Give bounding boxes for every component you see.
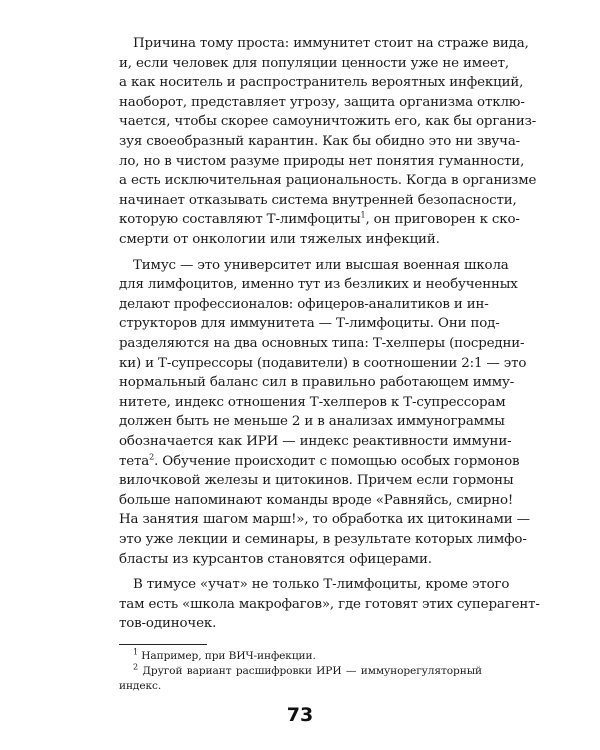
text-segment: , он приговорен к ско- bbox=[365, 212, 520, 228]
text-line: ло, но в чистом разуме природы нет понятия гуманности, bbox=[119, 153, 525, 169]
text-line: разделяются на два основных типа: Т-хелперы (посредни- bbox=[119, 336, 525, 351]
text-line: вилочковой железы и цитокинов. Причем если гормоны bbox=[119, 473, 514, 489]
text-line: бласты из курсантов становятся офицерами. bbox=[119, 551, 432, 567]
text-line: а как носитель и распространитель вероятных инфекций, bbox=[119, 75, 524, 91]
text-segment: тета bbox=[119, 453, 150, 469]
text-line bbox=[119, 210, 520, 230]
text-line: На занятия шагом марш!», то обработка их цитокинами — bbox=[119, 512, 530, 528]
text-line: В тимусе «учат» не только Т-лимфоциты, кроме этого bbox=[133, 577, 510, 593]
text-line: для лимфоцитов, именно тут из безликих и необученных bbox=[119, 277, 518, 293]
text-line: и, если человек для популяции ценности уже не имеет, bbox=[119, 55, 509, 71]
text-line: делают профессионалов: офицеров-аналитиков и ин- bbox=[119, 296, 489, 312]
footnote-mark: 1 bbox=[133, 647, 138, 657]
text-line bbox=[119, 452, 520, 472]
text-line: должен быть не меньше 2 и в анализах иммунограммы bbox=[119, 414, 505, 430]
text-line: Причина тому проста: иммунитет стоит на страже вида, bbox=[133, 36, 529, 51]
text-line: больше напоминают команды вроде «Равняйсь, смирно! bbox=[119, 492, 514, 508]
text-line: нормальный баланс сил в правильно работающем имму- bbox=[119, 375, 515, 391]
text-segment: . Обучение происходит с помощью особых гормонов bbox=[154, 453, 520, 469]
text-line: смерти от онкологии или тяжелых инфекций. bbox=[119, 232, 440, 247]
text-line: там есть «школа макрофагов», где готовят этих суперагент- bbox=[119, 596, 540, 612]
text-line: Тимус — это университет или высшая военная школа bbox=[133, 257, 509, 273]
footnote-reference[interactable]: 1 bbox=[360, 210, 366, 220]
footnote-text: Например, при ВИЧ-инфекции. bbox=[141, 650, 316, 662]
text-line: зуя своеобразный карантин. Как бы обидно это ни звуча- bbox=[119, 134, 521, 149]
footnote bbox=[133, 664, 482, 679]
text-line: это уже лекции и семинары, в результате которых лимфо- bbox=[119, 532, 527, 547]
text-line: чается, чтобы скорее самоуничтожить его, как бы организ- bbox=[119, 114, 537, 130]
text-line: нитете, индекс отношения Т-хелперов к Т-супрессорам bbox=[119, 394, 506, 410]
text-line: начинает отказывать система внутренней безопасности, bbox=[119, 192, 517, 208]
text-line: структоров для иммунитета — Т-лимфоциты. Они под- bbox=[119, 316, 500, 332]
text-segment: которую составляют Т-лимфоциты bbox=[119, 212, 361, 228]
footnote-divider bbox=[119, 644, 207, 645]
text-line: наоборот, представляет угрозу, защита организма отклю- bbox=[119, 94, 525, 110]
text-line: обозначается как ИРИ — индекс реактивности иммуни- bbox=[119, 434, 512, 449]
text-line: ки) и Т-супрессоры (подавители) в соотношении 2:1 — это bbox=[119, 355, 527, 371]
footnote-continuation: индекс. bbox=[119, 680, 162, 692]
footnote bbox=[133, 649, 482, 664]
page-number: 73 bbox=[286, 704, 314, 726]
footnote-reference[interactable]: 2 bbox=[149, 452, 155, 462]
text-line: а есть исключительная рациональность. Когда в организме bbox=[119, 173, 537, 189]
footnote-text: Другой вариант расшифровки ИРИ — иммунорегуляторный bbox=[142, 665, 482, 677]
footnote-mark: 2 bbox=[133, 662, 138, 672]
text-line: тов-одиночек. bbox=[119, 616, 217, 632]
